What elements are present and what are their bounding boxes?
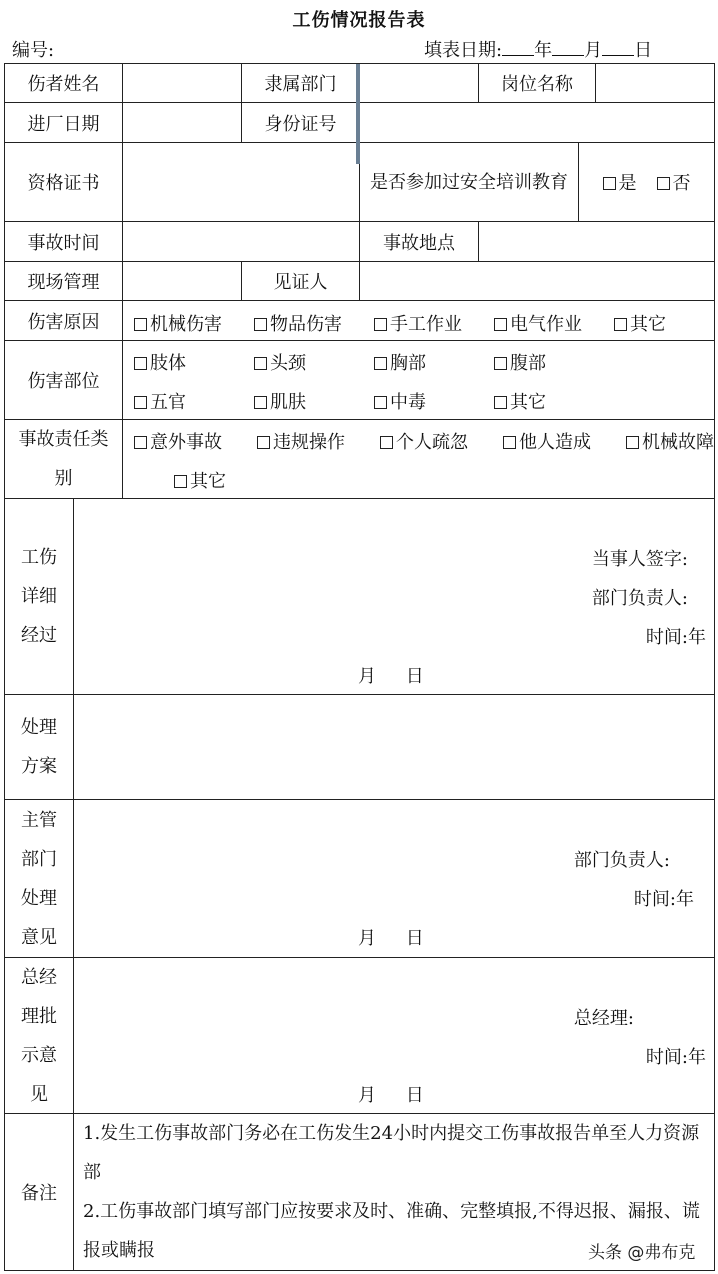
details-month-day: 月 日 — [358, 666, 424, 687]
remarks-note-1: 1.发生工伤事故部门务必在工伤发生24小时内提交工伤事故报告单至人力资源部 — [83, 1123, 700, 1183]
department-field[interactable] — [359, 63, 479, 103]
day-label: 日 — [634, 40, 653, 61]
supervisor-label: 主管部门处理意见 — [21, 809, 57, 948]
details-time-label: 时间:年 — [645, 627, 706, 648]
gm-label-cell — [4, 957, 74, 1114]
responsibility-option[interactable]: 意外事故 — [134, 428, 222, 454]
checkbox-icon — [494, 357, 507, 370]
gm-time-label: 时间:年 — [645, 1047, 706, 1068]
part-option[interactable]: 肢体 — [134, 349, 186, 375]
witness-label: 见证人 — [241, 261, 360, 301]
cause-option[interactable]: 电气作业 — [494, 310, 582, 336]
checkbox-icon — [134, 318, 147, 331]
responsibility-option[interactable]: 其它 — [174, 467, 226, 493]
month-blank[interactable] — [552, 39, 584, 56]
party-signature-label: 当事人签字: — [591, 549, 688, 570]
checkbox-icon — [503, 436, 516, 449]
injured-name-field[interactable] — [122, 63, 242, 103]
entry-date-field[interactable] — [122, 102, 242, 143]
position-label: 岗位名称 — [478, 63, 596, 103]
checkbox-icon — [657, 177, 670, 190]
gm-signature-label: 总经理: — [573, 1008, 634, 1029]
cause-option[interactable]: 机械伤害 — [134, 310, 222, 336]
number-label: 编号: — [12, 40, 55, 61]
checkbox-icon — [626, 436, 639, 449]
id-number-field[interactable] — [359, 102, 715, 143]
responsibility-label: 事故责任类别 — [4, 419, 123, 499]
responsibility-option[interactable]: 他人造成 — [503, 428, 591, 454]
id-number-label: 身份证号 — [241, 102, 360, 143]
checkbox-icon — [134, 396, 147, 409]
entry-date-label: 进厂日期 — [4, 102, 123, 143]
safety-training-label: 是否参加过安全培训教育 — [359, 142, 579, 222]
watermark: 头条 @弗布克 — [588, 1243, 696, 1263]
responsibility-option[interactable]: 机械故障 — [626, 428, 714, 454]
checkbox-icon — [374, 396, 387, 409]
checkbox-icon — [134, 357, 147, 370]
part-option[interactable]: 肌肤 — [254, 388, 306, 414]
part-option[interactable]: 中毒 — [374, 388, 426, 414]
qualification-label: 资格证书 — [4, 142, 123, 222]
part-option[interactable]: 头颈 — [254, 349, 306, 375]
injury-cause-label: 伤害原因 — [4, 300, 123, 341]
treatment-field[interactable] — [73, 694, 715, 800]
part-option[interactable]: 胸部 — [374, 349, 426, 375]
gm-month-day: 月 日 — [358, 1085, 424, 1106]
checkbox-icon — [380, 436, 393, 449]
checkbox-icon — [254, 357, 267, 370]
details-label: 工伤详细经过 — [21, 547, 57, 646]
checkbox-icon — [603, 177, 616, 190]
gm-label: 总经理批示意见 — [21, 966, 57, 1105]
checkbox-icon — [374, 318, 387, 331]
training-yes-option[interactable]: 是 — [603, 169, 637, 195]
supervisor-dept-head-label: 部门负责人: — [573, 850, 670, 871]
accident-location-label: 事故地点 — [359, 221, 479, 262]
month-label: 月 — [584, 40, 603, 61]
department-label: 隶属部门 — [241, 63, 360, 103]
cause-option[interactable]: 手工作业 — [374, 310, 462, 336]
position-field[interactable] — [595, 63, 715, 103]
accident-time-field[interactable] — [122, 221, 360, 262]
training-no-option[interactable]: 否 — [657, 169, 691, 195]
column-marker — [356, 64, 360, 164]
supervisor-label-cell — [4, 799, 74, 958]
responsibility-option[interactable]: 个人疏忽 — [380, 428, 468, 454]
treatment-label-cell — [4, 694, 74, 800]
injury-part-label: 伤害部位 — [4, 340, 123, 420]
cause-option[interactable]: 其它 — [614, 310, 666, 336]
supervisor-month-day: 月 日 — [358, 928, 424, 949]
remarks-label: 备注 — [4, 1113, 74, 1271]
form-title: 工伤情况报告表 — [292, 10, 426, 31]
checkbox-icon — [494, 396, 507, 409]
checkbox-icon — [134, 436, 147, 449]
checkbox-icon — [614, 318, 627, 331]
cause-option[interactable]: 物品伤害 — [254, 310, 342, 336]
fill-date — [424, 36, 652, 62]
fill-date-label: 填表日期: — [424, 40, 503, 61]
treatment-label: 处理方案 — [21, 717, 57, 777]
supervisor-time-label: 时间:年 — [633, 889, 694, 910]
part-option[interactable]: 其它 — [494, 388, 546, 414]
checkbox-icon — [494, 318, 507, 331]
checkbox-icon — [174, 475, 187, 488]
witness-field[interactable] — [359, 261, 715, 301]
year-label: 年 — [534, 40, 553, 61]
part-option[interactable]: 五官 — [134, 388, 186, 414]
part-option[interactable]: 腹部 — [494, 349, 546, 375]
site-management-field[interactable] — [122, 261, 242, 301]
day-blank[interactable] — [602, 39, 634, 56]
details-label-cell — [4, 498, 74, 695]
remarks-note-2: 2.工伤事故部门填写部门应按要求及时、准确、完整填报,不得迟报、漏报、谎报或瞒报 — [83, 1201, 700, 1261]
checkbox-icon — [254, 318, 267, 331]
checkbox-icon — [374, 357, 387, 370]
checkbox-icon — [254, 396, 267, 409]
site-management-label: 现场管理 — [4, 261, 123, 301]
responsibility-option[interactable]: 违规操作 — [257, 428, 345, 454]
qualification-field[interactable] — [122, 142, 360, 222]
accident-time-label: 事故时间 — [4, 221, 123, 262]
details-dept-head-label: 部门负责人: — [591, 588, 688, 609]
safety-training-options — [578, 142, 715, 222]
injured-name-label: 伤者姓名 — [4, 63, 123, 103]
accident-location-field[interactable] — [478, 221, 715, 262]
year-blank[interactable] — [502, 39, 534, 56]
checkbox-icon — [257, 436, 270, 449]
